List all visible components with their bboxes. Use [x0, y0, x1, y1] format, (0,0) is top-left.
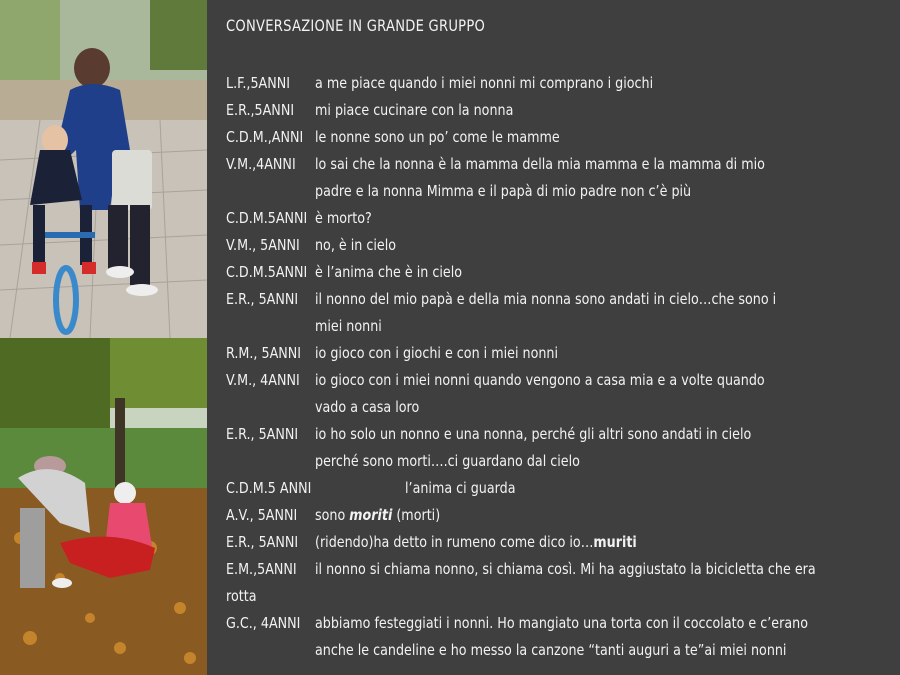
conversation-entry	[207, 421, 900, 475]
utterance-line: a me piace quando i miei nonni mi comprano i giochi	[315, 74, 654, 92]
speaker-label: R.M., 5ANNI	[226, 344, 302, 362]
conversation-entry	[207, 151, 900, 205]
photo-grandmother-child-bike	[0, 0, 207, 338]
conversation-entry	[207, 259, 900, 286]
emphasized-word: moriti	[349, 506, 393, 524]
speaker-label: L.F.,5ANNI	[226, 74, 291, 92]
utterance-line: le nonne sono un po’ come le mamme	[315, 128, 560, 146]
page-title: CONVERSAZIONE IN GRANDE GRUPPO	[226, 16, 486, 35]
photo-column	[0, 0, 207, 675]
conversation-panel	[207, 0, 900, 675]
utterance-line: miei nonni	[315, 317, 382, 335]
conversation-entry	[207, 610, 900, 664]
utterance-line	[315, 502, 440, 529]
conversation-entry	[207, 340, 900, 367]
speaker-label: E.R.,5ANNI	[226, 101, 295, 119]
conversation-entry	[207, 502, 900, 529]
conversation-entry	[207, 367, 900, 421]
conversation-entry	[207, 232, 900, 259]
utterance-line: anche le candeline e ho messo la canzone “tanti auguri a te”ai miei nonni	[315, 641, 787, 659]
utterance-line	[315, 529, 637, 556]
utterance-text: (morti)	[392, 506, 441, 524]
speaker-label: V.M., 5ANNI	[226, 236, 300, 254]
utterance-line: il nonno si chiama nonno, si chiama così. Mi ha aggiustato la bicicletta che era	[315, 560, 816, 578]
utterance-line: padre e la nonna Mimma e il papà di mio padre non c’è più	[315, 182, 692, 200]
conversation-entry	[207, 205, 900, 232]
utterance-text: (ridendo)ha detto in rumeno come dico io…	[315, 533, 594, 551]
conversation-entry	[207, 529, 900, 556]
conversation-entry	[207, 556, 900, 610]
speaker-label: E.R., 5ANNI	[226, 533, 299, 551]
utterance-line: vado a casa loro	[315, 398, 420, 416]
speaker-label: A.V., 5ANNI	[226, 506, 298, 524]
emphasized-word: muriti	[593, 533, 637, 551]
speaker-label: C.D.M.5 ANNI	[226, 479, 312, 497]
conversation-entry	[207, 475, 900, 502]
utterance-line: io gioco con i miei nonni quando vengono a casa mia e a volte quando	[315, 371, 765, 389]
utterance-line: mi piace cucinare con la nonna	[315, 101, 514, 119]
utterance-line: abbiamo festeggiati i nonni. Ho mangiato una torta con il coccolato e c’erano	[315, 614, 808, 632]
speaker-label: C.D.M.5ANNI	[226, 209, 308, 227]
utterance-line: il nonno del mio papà e della mia nonna sono andati in cielo…che sono i	[315, 290, 777, 308]
speaker-label: C.D.M.5ANNI	[226, 263, 308, 281]
conversation-entry	[207, 70, 900, 97]
speaker-label: V.M., 4ANNI	[226, 371, 300, 389]
utterance-line: io gioco con i giochi e con i miei nonni	[315, 344, 559, 362]
utterance-line: no, è in cielo	[315, 236, 397, 254]
utterance-line: perché sono morti….ci guardano dal cielo	[315, 452, 580, 470]
conversation-entry	[207, 124, 900, 151]
photo-grandmother-child-playground	[0, 338, 207, 675]
conversation-list	[207, 70, 900, 664]
utterance-line: lo sai che la nonna è la mamma della mia mamma e la mamma di mio	[315, 155, 765, 173]
speaker-label: E.R., 5ANNI	[226, 425, 299, 443]
conversation-entry	[207, 286, 900, 340]
conversation-entry	[207, 97, 900, 124]
utterance-text: sono	[315, 506, 350, 524]
utterance-line: è l’anima che è in cielo	[315, 263, 463, 281]
speaker-label: C.D.M.,ANNI	[226, 128, 304, 146]
utterance-line: rotta	[226, 587, 257, 605]
utterance-line: io ho solo un nonno e una nonna, perché gli altri sono andati in cielo	[315, 425, 752, 443]
utterance-line: è morto?	[315, 209, 372, 227]
speaker-label: E.M.,5ANNI	[226, 560, 297, 578]
speaker-label: V.M.,4ANNI	[226, 155, 296, 173]
utterance-line: l’anima ci guarda	[405, 479, 516, 497]
speaker-label: G.C., 4ANNI	[226, 614, 301, 632]
speaker-label: E.R., 5ANNI	[226, 290, 299, 308]
